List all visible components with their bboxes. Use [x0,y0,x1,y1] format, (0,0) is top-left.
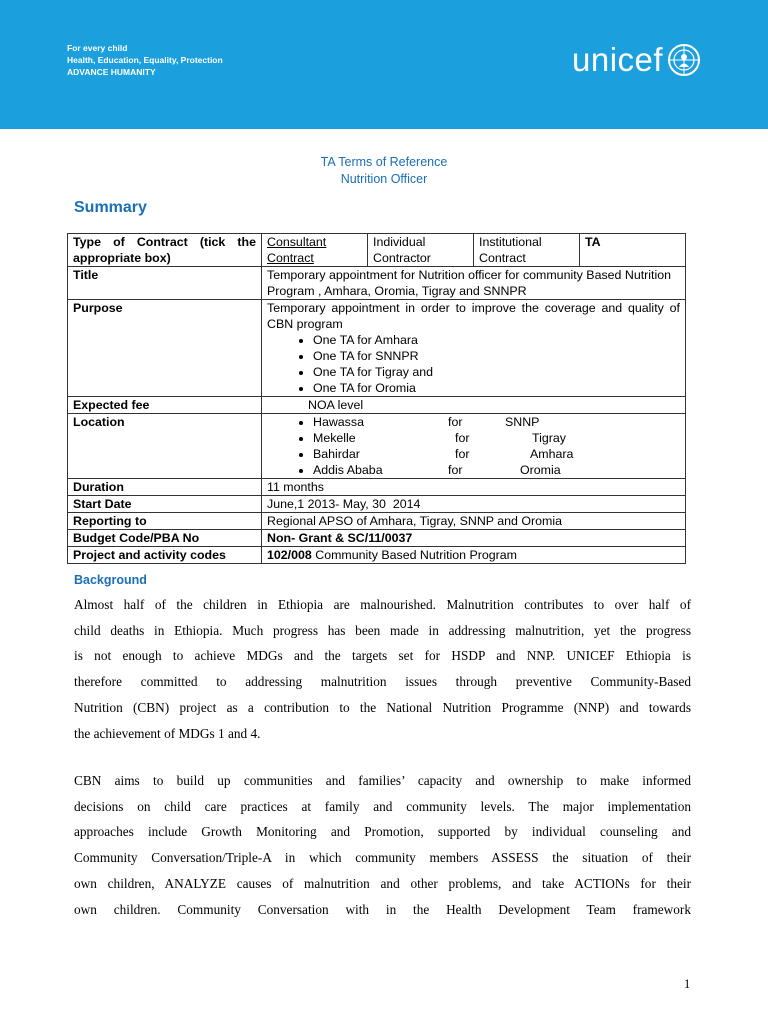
location-city: • Hawassa [313,415,364,429]
row-label: Location [68,414,262,479]
location-region: Oromia [520,463,561,477]
text-line: Almost half of the children in Ethiopia are malnourished. Malnutrition contributes to over half of [74,597,691,612]
background-paragraph-1 [74,592,691,746]
location-for: for [448,415,463,429]
row-label: Start Date [68,496,262,513]
location-city: • Addis Ababa [313,463,383,477]
table-row [68,496,686,513]
text-line: approaches include Growth Monitoring and Promotion, supported by individual counseling and [74,824,691,840]
purpose-list [267,332,680,396]
page-number: 1 [684,977,691,991]
location-city: • Bahirdar [313,447,360,461]
location-for: for [455,447,470,461]
row-label: Title [68,267,262,300]
row-value: Non- Grant & SC/11/0037 [262,530,686,547]
row-label: Project and activity codes [68,547,262,564]
location-region: Tigray [532,431,566,445]
background-paragraph-2 [74,768,691,922]
text-line: own children. Community Conversation with in the Health Development Team framework [74,901,691,917]
tagline-line: Health, Education, Equality, Protection [67,55,223,65]
row-value [262,414,686,479]
list-item: • One TA for SNNPR [313,348,680,364]
table-row [68,300,686,397]
contract-option-label: Consultant Contract [267,235,327,265]
text-line: child deaths in Ethiopia. Much progress has been made in addressing malnutrition, yet the progress [74,622,691,638]
text-line: CBN aims to build up communities and families’ capacity and ownership to make informed [74,773,691,788]
logo-text: unicef [572,41,664,78]
table-row [68,414,686,479]
list-item [313,446,680,462]
list-item [313,430,680,446]
row-label: Type of Contract (tick the appropriate box) [68,234,262,267]
location-city: • Mekelle [313,431,356,445]
list-item [313,414,680,430]
table-row [68,513,686,530]
summary-heading: Summary [74,199,147,216]
table-row [68,397,686,414]
row-label: Budget Code/PBA No [68,530,262,547]
tagline-line: For every child [67,43,128,53]
project-code: 102/008 [267,548,312,562]
table-row [68,234,686,267]
unicef-logo [572,37,701,83]
summary-table [67,233,686,564]
project-name: Community Based Nutrition Program [311,548,518,562]
list-item [313,462,680,478]
table-row [68,530,686,547]
tagline [67,42,223,78]
header-banner [0,0,768,129]
location-region: SNNP [505,415,540,429]
location-for: for [448,463,463,477]
row-value: 11 months [262,479,686,496]
row-value [262,547,686,564]
purpose-intro: Temporary appointment in order to improve the coverage and quality of CBN program [267,301,680,331]
text-line: is not enough to achieve MDGs and the targets set for HSDP and NNP. UNICEF Ethiopia is [74,648,691,664]
row-label: Duration [68,479,262,496]
text-line: therefore committed to addressing malnutrition issues through preventive Community-Based [74,674,691,690]
row-label: Reporting to [68,513,262,530]
location-list [267,414,680,478]
location-for: for [455,431,470,445]
row-label: Purpose [68,300,262,397]
contract-option [262,234,368,267]
location-region: Amhara [530,447,574,461]
row-label: Expected fee [68,397,262,414]
row-value: Regional APSO of Amhara, Tigray, SNNP and Oromia [262,513,686,530]
unicef-emblem-icon [667,43,701,77]
row-value: June,1 2013- May, 30 2014 [262,496,686,513]
text-line: Nutrition (CBN) project as a contribution to the National Nutrition Programme (NNP) and towards [74,699,691,715]
text-line: own children, ANALYZE causes of malnutrition and other problems, and take ACTIONs for their [74,875,691,891]
row-value: NOA level [262,397,686,414]
table-row [68,547,686,564]
tagline-line: ADVANCE HUMANITY [67,67,156,77]
row-value: Temporary appointment for Nutrition officer for community Based Nutrition Program , Amhara, Oromia, Tigray and SNNPR [262,267,686,300]
document-title: TA Terms of Reference [320,155,448,169]
list-item: • One TA for Tigray and [313,364,680,380]
contract-option: Institutional Contract [474,234,580,267]
list-item: • One TA for Amhara [313,332,680,348]
contract-option: Individual Contractor [368,234,474,267]
contract-option: TA [580,234,686,267]
row-value [262,300,686,397]
background-heading: Background [74,573,147,587]
table-row [68,267,686,300]
document-subtitle: Nutrition Officer [340,172,428,186]
text-line: decisions on child care practices at family and community levels. The major implementation [74,798,691,814]
text-line: the achievement of MDGs 1 and 4. [74,725,261,741]
table-row [68,479,686,496]
text-line: Community Conversation/Triple-A in which community members ASSESS the situation of their [74,850,691,866]
list-item: • One TA for Oromia [313,380,680,396]
